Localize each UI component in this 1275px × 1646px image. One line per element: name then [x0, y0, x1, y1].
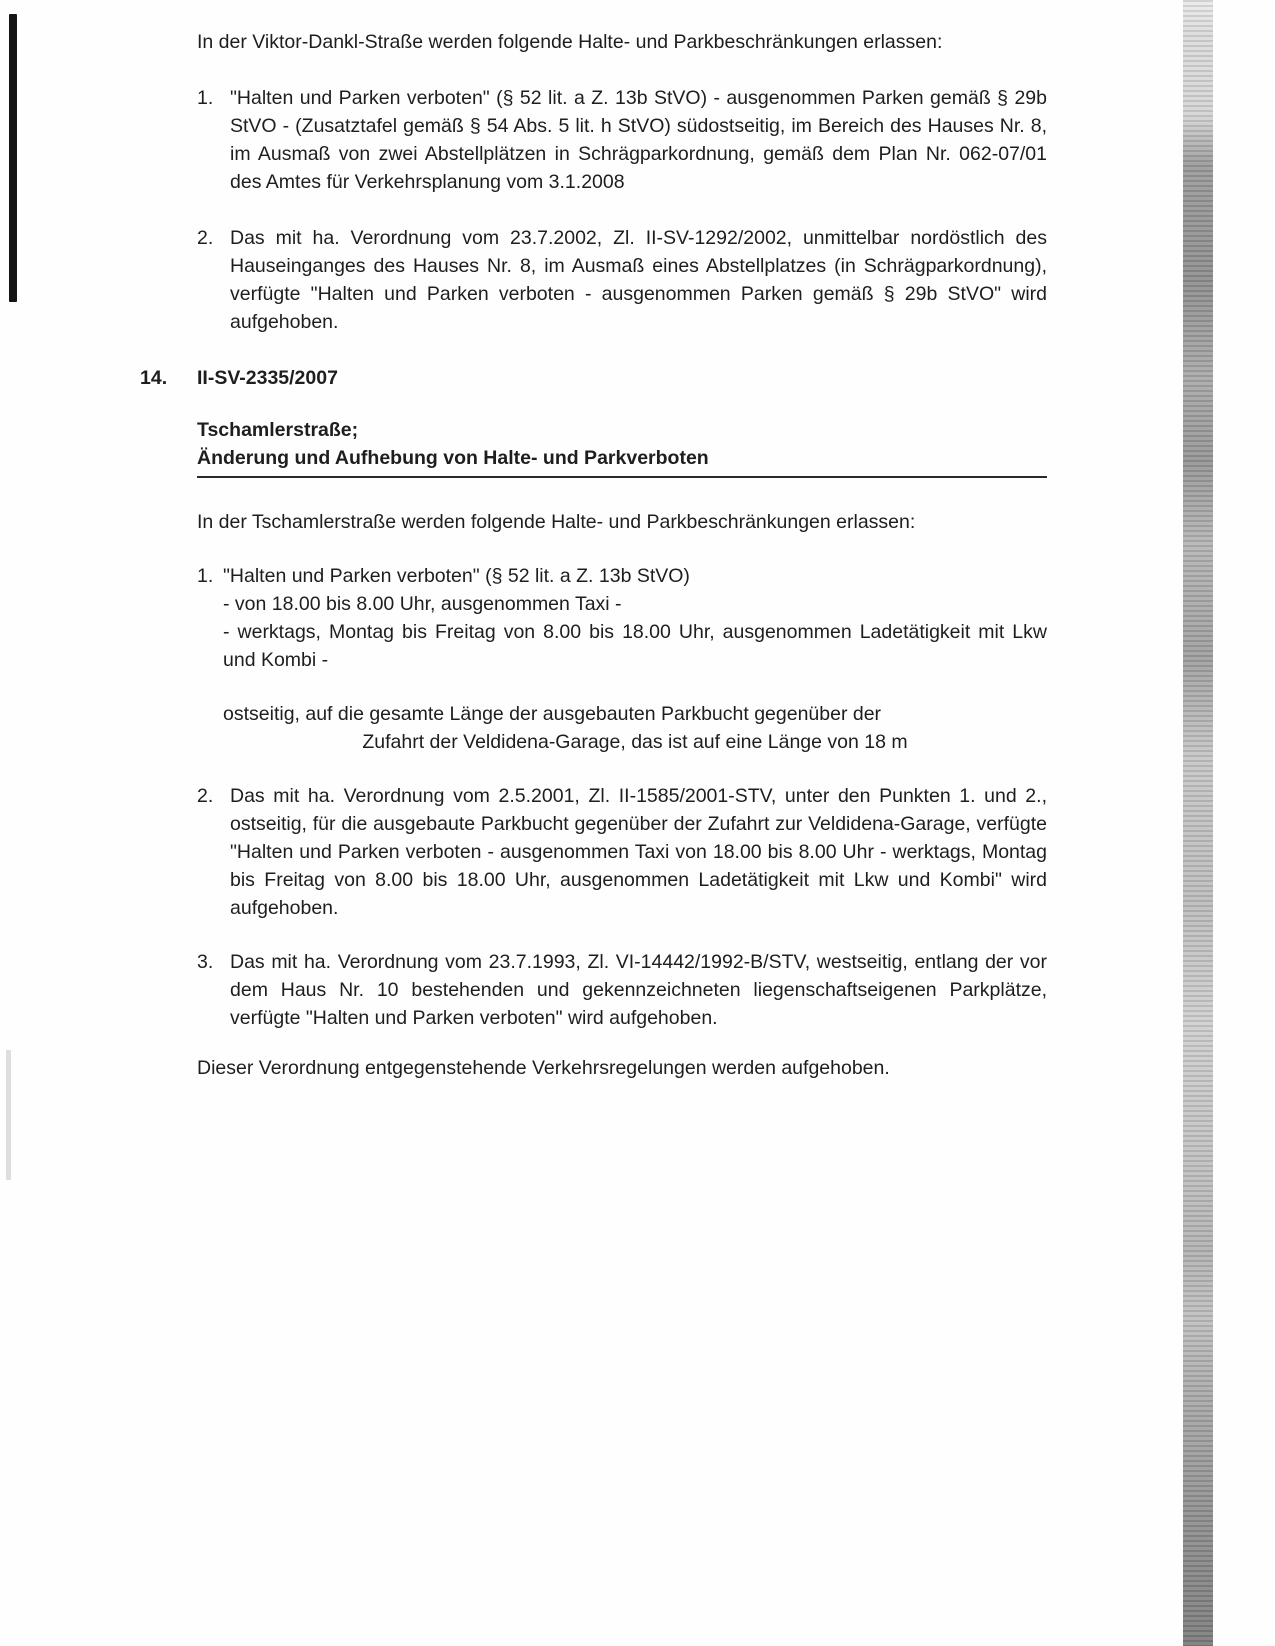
- viktor-intro-paragraph: In der Viktor-Dankl-Straße werden folgende Halte- und Parkbeschränkungen erlassen:: [197, 31, 943, 53]
- viktor-item-2: [197, 224, 1047, 336]
- list-number: 3.: [197, 951, 214, 973]
- tschamler-item-1-location: [223, 700, 1047, 756]
- list-number: 2.: [197, 227, 214, 249]
- list-item-text: [223, 562, 1047, 674]
- list-item-text: "Halten und Parken verboten" (§ 52 lit. a Z. 13b StVO) - ausgenommen Parken gemäß § 29b StVO - (Zusatztafel gemäß § 54 Abs. 5 lit. h StVO) südostseitig, im Bereich des Hauses Nr. 8, im Ausmaß von zwei Abstellplätzen in Schrägparkordnung, gemäß dem Plan Nr. 062-07/01 des Amtes für Verkehrsplanung vom 3.1.2008: [230, 87, 1047, 193]
- scan-artifact-right-band: [1183, 0, 1213, 1646]
- list-number: 1.: [197, 87, 214, 109]
- list-number: 1.: [197, 565, 214, 587]
- tschamler-intro-paragraph: In der Tschamlerstraße werden folgende Halte- und Parkbeschränkungen erlassen:: [197, 511, 916, 533]
- list-item-text: Das mit ha. Verordnung vom 23.7.2002, Zl. II-SV-1292/2002, unmittelbar nordöstlich des Hauseinganges des Hauses Nr. 8, im Ausmaß eines Abstellplatzes (in Schrägparkordnung), verfügte "Halten und Parken verboten - ausgenommen Parken gemäß § 29b StVO" wird aufgehoben.: [230, 227, 1047, 333]
- item1-time-restriction-1: - von 18.00 bis 8.00 Uhr, ausgenommen Taxi -: [223, 593, 622, 615]
- tschamler-item-1: [197, 562, 1047, 674]
- section-file-reference: II-SV-2335/2007: [197, 367, 338, 389]
- list-item-text: Das mit ha. Verordnung vom 23.7.1993, Zl. VI-14442/1992-B/STV, westseitig, entlang der vor dem Haus Nr. 10 bestehenden und gekennzeichneten liegenschaftseigenen Parkplätze, verfügte "Halten und Parken verboten" wird aufgehoben.: [230, 951, 1047, 1029]
- item1-time-restriction-2: - werktags, Montag bis Freitag von 8.00 bis 18.00 Uhr, ausgenommen Ladetätigkeit mit Lkw und Kombi -: [223, 621, 1047, 671]
- heading-subject: Änderung und Aufhebung von Halte- und Parkverboten: [197, 447, 709, 469]
- item1-rule-line: "Halten und Parken verboten" (§ 52 lit. a Z. 13b StVO): [223, 565, 690, 587]
- section-number: 14.: [140, 367, 168, 389]
- closing-paragraph: Dieser Verordnung entgegenstehende Verkehrsregelungen werden aufgehoben.: [197, 1057, 890, 1079]
- heading-street-name: Tschamlerstraße;: [197, 419, 359, 441]
- scan-artifact-left-bar: [9, 14, 17, 302]
- viktor-item-1: [197, 84, 1047, 196]
- list-number: 2.: [197, 785, 214, 807]
- tschamler-item-2: [197, 782, 1047, 922]
- tschamler-item-3: [197, 948, 1047, 1032]
- section-14-heading: [197, 416, 1047, 478]
- location-line-1: ostseitig, auf die gesamte Länge der ausgebauten Parkbucht gegenüber der: [223, 703, 882, 725]
- list-item-text: Das mit ha. Verordnung vom 2.5.2001, Zl. II-1585/2001-STV, unter den Punkten 1. und 2., ostseitig, für die ausgebaute Parkbucht gegenüber der Zufahrt zur Veldidena-Garage, verfügte "Halten und Parken verboten - ausgenommen Taxi von 18.00 bis 8.00 Uhr - werktags, Montag bis Freitag von 8.00 bis 18.00 Uhr, ausgenommen Ladetätigkeit mit Lkw und Kombi" wird aufgehoben.: [230, 785, 1047, 919]
- location-line-2: Zufahrt der Veldidena-Garage, das ist auf eine Länge von 18 m: [362, 731, 908, 753]
- scan-artifact-left-faint: [6, 1050, 11, 1180]
- section-14-header: [140, 364, 1047, 392]
- document-content: [140, 28, 1047, 1110]
